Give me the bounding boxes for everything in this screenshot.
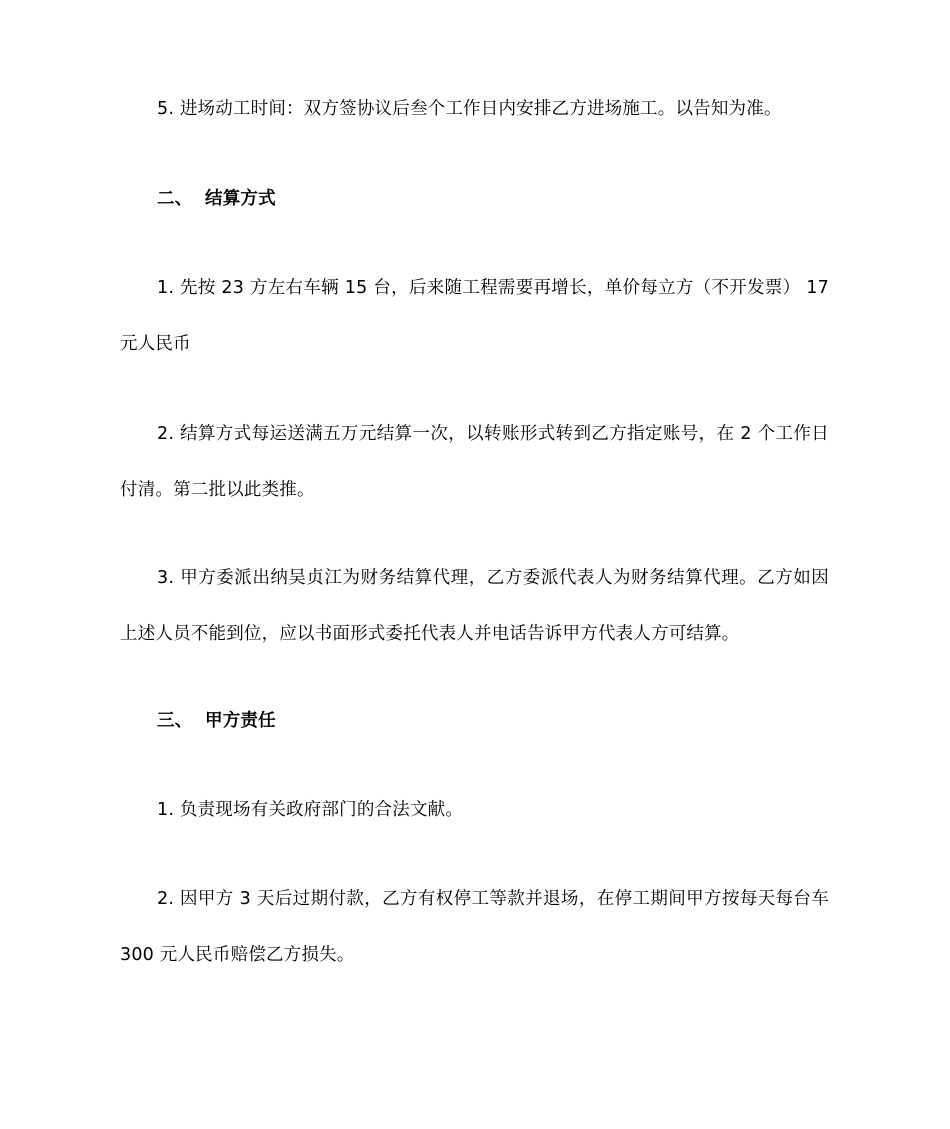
section-title: 结算方式 bbox=[205, 189, 276, 209]
paragraph-duty-1: 1. 负责现场有关政府部门的合法文献。 bbox=[157, 800, 464, 820]
paragraph-settlement-1-line2: 元人民币 bbox=[120, 334, 191, 354]
paragraph-duty-2-line2: 300 元人民币赔偿乙方损失。 bbox=[120, 945, 355, 965]
section-number: 二、 bbox=[157, 189, 193, 209]
section-title: 甲方责任 bbox=[205, 711, 276, 731]
paragraph-settlement-2-line1: 2. 结算方式每运送满五万元结算一次，以转账形式转到乙方指定账号，在 2 个工作日 bbox=[157, 424, 829, 444]
section-number: 三、 bbox=[157, 711, 193, 731]
paragraph-duty-2-line1: 2. 因甲方 3 天后过期付款，乙方有权停工等款并退场，在停工期间甲方按每天每台车 bbox=[157, 889, 829, 909]
paragraph-settlement-2-line2: 付清。第二批以此类推。 bbox=[120, 480, 315, 500]
paragraph-settlement-3-line2: 上述人员不能到位，应以书面形式委托代表人并电话告诉甲方代表人方可结算。 bbox=[120, 624, 740, 644]
paragraph-item-5: 5. 进场动工时间：双方签协议后叁个工作日内安排乙方进场施工。以告知为准。 bbox=[157, 99, 782, 119]
section-heading-party-a-duties bbox=[157, 709, 869, 733]
section-heading-settlement bbox=[157, 187, 869, 211]
paragraph-settlement-3-line1: 3. 甲方委派出纳吴贞江为财务结算代理，乙方委派代表人为财务结算代理。乙方如因 bbox=[157, 568, 829, 588]
paragraph-settlement-1-line1: 1. 先按 23 方左右车辆 15 台，后来随工程需要再增长，单价每立方（不开发票） 17 bbox=[157, 278, 829, 298]
